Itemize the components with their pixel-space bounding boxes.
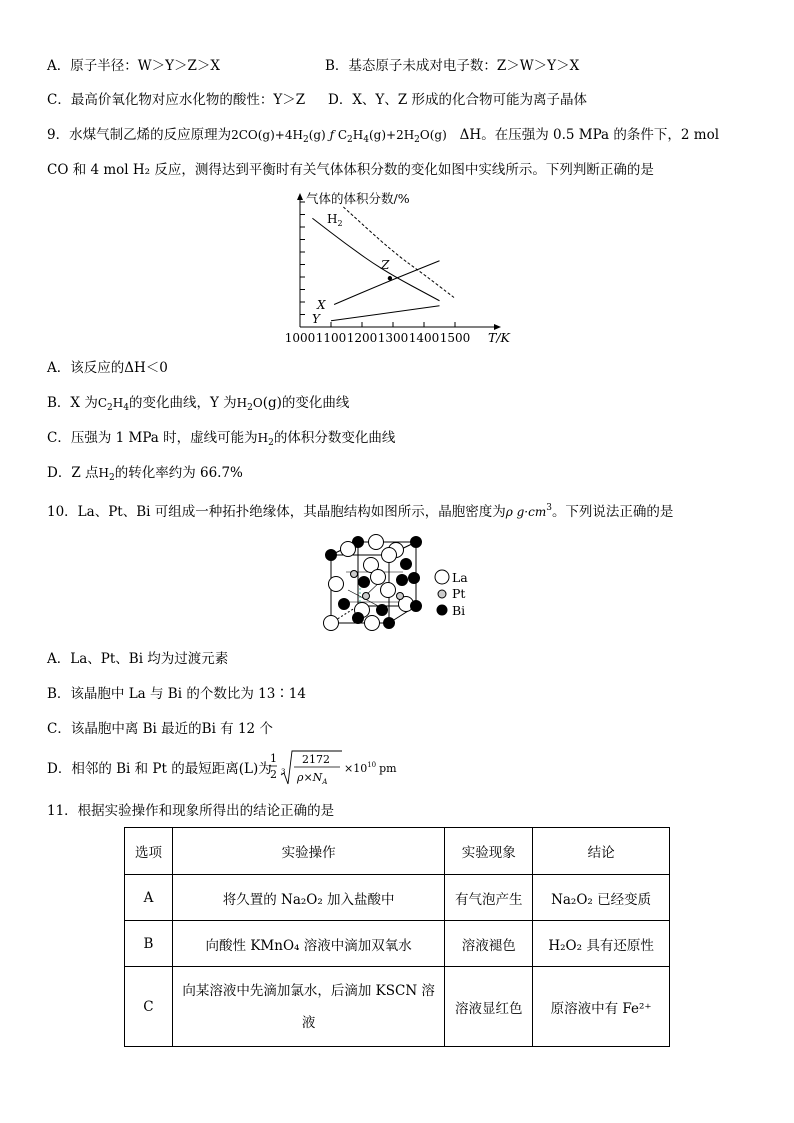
label-z: Z [381, 258, 390, 272]
bi-atom [397, 575, 408, 586]
q11-table [124, 827, 670, 1047]
row-b-option: B [125, 921, 173, 967]
bi-atom [409, 573, 420, 584]
q10-option-a: A．La、Pt、Bi 均为过渡元素 [47, 651, 229, 667]
x-tick-label: 1100 [315, 331, 347, 345]
table-row [125, 967, 670, 1047]
legend-pt-icon [438, 590, 446, 598]
q9-stem-text: 9．水煤气制乙烯的反应原理为 [47, 127, 232, 143]
header-conclusion: 结论 [533, 828, 670, 875]
label-h2: $H_2$ [327, 212, 343, 228]
bi-atom [411, 601, 422, 612]
svg-text:2: 2 [270, 768, 277, 781]
q11-stem: 11．根据实验操作和现象所得出的结论正确的是 [47, 803, 335, 819]
pt-atom [397, 593, 404, 600]
bi-atom [384, 618, 395, 629]
curve-y [331, 306, 440, 321]
svg-text:3: 3 [281, 768, 286, 776]
label-x: X [317, 298, 326, 312]
y-axis-label: 气体的体积分数/% [306, 191, 410, 206]
y-ticks [300, 202, 305, 315]
la-atom [371, 570, 386, 585]
row-b-operation: 向酸性 KMnO₄ 溶液中滴加双氧水 [172, 921, 444, 967]
x-tick-marks [331, 322, 455, 327]
bi-atom [326, 550, 337, 561]
x-tick-label: 1400 [408, 331, 440, 345]
q9-equation: $2CO(g)+4H_2(g)$ ƒ $C_2H_4(g)+2H_2O(g)$ [231, 128, 447, 145]
la-atom [382, 548, 397, 563]
row-a-conclusion: Na₂O₂ 已经变质 [533, 875, 670, 921]
q9-stem-line2: CO 和 4 mol H₂ 反应，测得达到平衡时有关气体体积分数的变化如图中实线所示。下列判断正确的是 [47, 162, 654, 178]
bi-atom [377, 605, 388, 616]
pt-atom [363, 593, 370, 600]
q9-option-b: B．X 为$C_2H_4$的变化曲线，Y 为$H_2O(g)$的变化曲线 [47, 395, 350, 413]
x-tick-label: 1000 [284, 331, 316, 345]
legend-la: La [452, 570, 468, 585]
x-tick-label: 1500 [439, 331, 471, 345]
row-c-phenomenon: 溶液显红色 [445, 967, 533, 1047]
curve-h2 [312, 218, 439, 301]
row-c-conclusion: 原溶液中有 Fe²⁺ [533, 967, 670, 1047]
row-b-conclusion: H₂O₂ 具有还原性 [533, 921, 670, 967]
q8-option-c: C．最高价氧化物对应水化物的酸性：Y＞Z [47, 92, 306, 108]
bi-atom [401, 559, 412, 570]
x-tick-label: 1200 [346, 331, 378, 345]
svg-text:ρ×NA: $\rho\times N_A$ [297, 771, 328, 786]
bi-atom [339, 599, 350, 610]
x-tick-label: 1300 [377, 331, 409, 345]
la-atom [329, 577, 344, 592]
la-atom [324, 616, 339, 631]
q8-option-d: D．X、Y、Z 形成的化合物可能为离子晶体 [328, 92, 588, 108]
row-a-phenomenon: 有气泡产生 [445, 875, 533, 921]
q9-option-a: A．该反应的ΔH＜0 [47, 360, 168, 376]
row-c-operation: 向某溶液中先滴加氯水，后滴加 KSCN 溶 液 [172, 967, 444, 1047]
row-b-phenomenon: 溶液褪色 [445, 921, 533, 967]
curve-dashed [343, 207, 455, 298]
q10-option-d: D．相邻的 Bi 和 Pt 的最短距离(L)为 [47, 761, 272, 777]
pt-atom [351, 571, 358, 578]
la-atom [341, 542, 356, 557]
legend-bi: Bi [452, 603, 466, 618]
q9-option-d: D．Z 点$H_2$的转化率约为 66.7% [47, 465, 243, 483]
bi-atom [353, 613, 364, 624]
q9-stem-conditions: ΔH。在压强为 0.5 MPa 的条件下，2 mol [459, 127, 720, 143]
q10-option-c: C．该晶胞中离 Bi 最近的Bi 有 12 个 [47, 721, 273, 737]
bi-atom [411, 537, 422, 548]
bi-atom [359, 577, 370, 588]
q10-option-d-formula [268, 747, 398, 789]
header-operation: 实验操作 [172, 828, 444, 875]
x-tick-labels [285, 331, 471, 345]
la-atom [365, 616, 380, 631]
la-atom [381, 583, 396, 598]
header-option: 选项 [125, 828, 173, 875]
point-z [388, 276, 392, 280]
label-y: Y [312, 312, 320, 326]
q9-option-c: C．压强为 1 MPa 时，虚线可能为$H_2$的体积分数变化曲线 [47, 430, 396, 448]
q10-crystal-cell [318, 532, 478, 632]
legend-bi-icon [437, 605, 447, 615]
row-a-option: A [125, 875, 173, 921]
q10-option-b: B．该晶胞中 La 与 Bi 的个数比为 13∶14 [47, 686, 306, 702]
q8-option-a: A．原子半径：W＞Y＞Z＞X [47, 58, 221, 74]
q8-option-b: B．基态原子未成对电子数：Z＞W＞Y＞X [325, 58, 580, 74]
table-row [125, 921, 670, 967]
table-header-row [125, 828, 670, 875]
q9-chart [280, 188, 520, 350]
legend-pt: Pt [452, 586, 466, 601]
row-c-option: C [125, 967, 173, 1047]
la-atom [369, 535, 384, 550]
svg-text:×1010pm: $\times 10^{10}$ pm [344, 761, 397, 775]
svg-text:1: 1 [270, 752, 277, 765]
x-axis-label: T/K [488, 330, 510, 345]
legend-la-icon [435, 570, 449, 584]
q10-stem: 10．La、Pt、Bi 可组成一种拓扑绝缘体，其晶胞结构如图所示，晶胞密度为ρ $g\cdot cm^3$。下列说法正确的是 [47, 503, 674, 520]
formula-numerator: 2172 [302, 753, 330, 766]
header-phenomenon: 实验现象 [445, 828, 533, 875]
table-row [125, 875, 670, 921]
row-a-operation: 将久置的 Na₂O₂ 加入盐酸中 [172, 875, 444, 921]
q9-stem-line1 [47, 126, 719, 149]
